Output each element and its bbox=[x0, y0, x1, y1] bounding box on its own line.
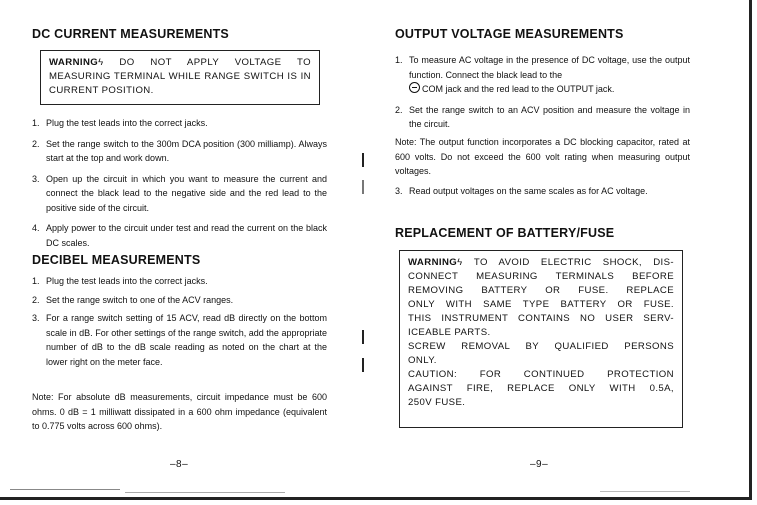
margin-mark bbox=[362, 153, 364, 167]
lightning-icon: ϟ bbox=[98, 57, 104, 68]
list-item: 2. Set the range switch to one of the ACV ranges. bbox=[32, 294, 234, 305]
scan-smudge bbox=[125, 492, 285, 493]
page-number-left: –8– bbox=[170, 459, 189, 470]
warning-label: WARNING bbox=[49, 57, 99, 68]
dc-current-title: DC CURRENT MEASUREMENTS bbox=[32, 27, 229, 41]
list-item: 2. Set the range switch to the 300m DCA position (300 milliamp). Always start at the top and work down. bbox=[32, 138, 327, 163]
ov-steps-list bbox=[395, 53, 690, 132]
margin-mark bbox=[362, 330, 364, 344]
warning-label: WARNING bbox=[408, 257, 458, 268]
dc-warning-text: DO NOT APPLY VOLTAGE TO MEASURING TERMINAL WHILE RANGE SWITCH IS IN CURRENT POSITION. bbox=[49, 57, 311, 96]
list-item: 1. Plug the test leads into the correct jacks. bbox=[32, 118, 208, 128]
bf-warning-box: WARNINGϟ TO AVOID ELECTRIC SHOCK, DIS- CONNECT MEASURING TERMINALS BEFORE REMOVING BATTERY OR FUSE. REPLACE ONLY WITH SAME TYPE BATTERY OR FUSE. THIS INSTRUMENT CONTAINS NO USER SERV- ICEABLE PARTS. SCREW REMOVAL BY QUALIFIED PERSONS ONLY. CAUTION: FOR CONTINUED PROTECTION AGAINST FIRE, REPLACE ONLY WITH 0.5A, 250V FUSE. bbox=[399, 250, 683, 428]
output-voltage-title: OUTPUT VOLTAGE MEASUREMENTS bbox=[395, 27, 624, 41]
margin-mark bbox=[362, 180, 364, 194]
db-note: Note: For absolute dB measurements, circuit impedance must be 600 ohms. 0 dB = 1 milliwatt dissipated in a 600 ohm impedance (equivalent to 0.775 volts across 600 ohms). bbox=[32, 392, 327, 431]
list-item: 2. Set the range switch to an ACV position and measure the voltage in the circuit. bbox=[395, 104, 690, 129]
db-steps-list bbox=[32, 274, 327, 369]
list-item: 3. Open up the circuit in which you want to measure the current and connect the black lead to the negative side and the red lead to the positive side of the circuit. bbox=[32, 173, 327, 213]
page-number-right: –9– bbox=[530, 459, 549, 470]
ov-steps-list-b bbox=[395, 184, 690, 199]
list-item: 1. To measure AC voltage in the presence of DC voltage, use the output function. Connect the black lead to the COM jack and the red lead to the OUTPUT jack. bbox=[395, 55, 690, 94]
list-item: 3. For a range switch setting of 15 ACV, read dB directly on the bottom scale in dB. For other settings of the range switch, add the appropriate number of dB to the dB scale reading as noted on the chart at the lower right on the meter face. bbox=[32, 313, 327, 367]
list-item: 3. Read output voltages on the same scales as for AC voltage. bbox=[395, 186, 648, 196]
list-item: 4. Apply power to the circuit under test and read the current on the black DC scales. bbox=[32, 223, 327, 248]
margin-mark bbox=[362, 358, 364, 372]
ov-note: Note: The output function incorporates a DC blocking capacitor, rated at 600 volts. Do not exceed the 600 volt rating when measuring output voltages. bbox=[395, 137, 690, 176]
list-item: 1. Plug the test leads into the correct jacks. bbox=[32, 276, 208, 286]
com-ground-icon bbox=[409, 82, 420, 93]
lightning-icon: ϟ bbox=[457, 257, 463, 268]
scan-smudge bbox=[10, 489, 120, 490]
battery-fuse-title: REPLACEMENT OF BATTERY/FUSE bbox=[395, 226, 615, 240]
scan-smudge bbox=[600, 491, 690, 492]
dc-warning-box bbox=[40, 50, 320, 105]
dc-steps-list bbox=[32, 116, 327, 250]
decibel-title: DECIBEL MEASUREMENTS bbox=[32, 253, 201, 267]
